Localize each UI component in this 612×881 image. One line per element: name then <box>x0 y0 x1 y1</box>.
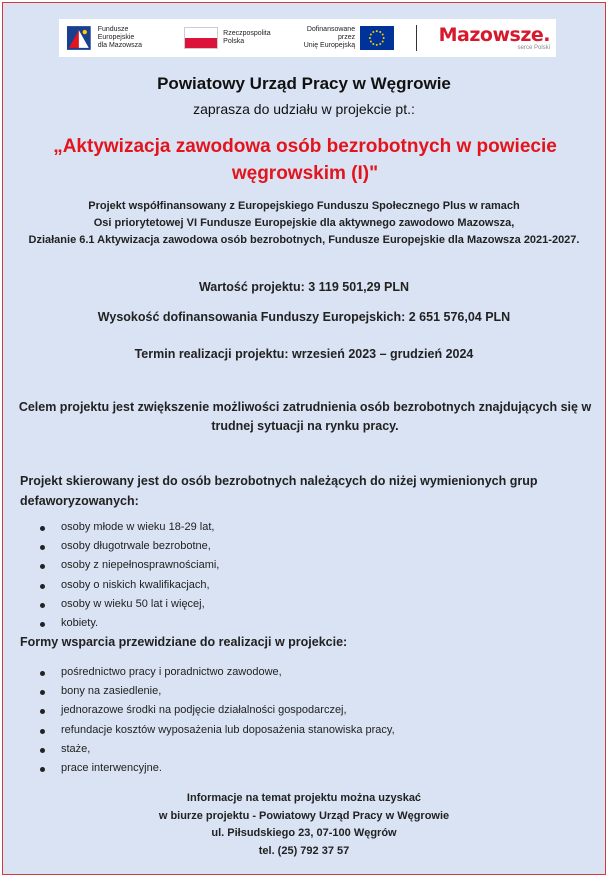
cofinancing-line1: Projekt współfinansowany z Europejskiego Funduszu Społecznego Plus w ramach <box>88 200 520 212</box>
list-item-text: staże, <box>61 742 91 755</box>
rp-text-line2: Polska <box>223 38 245 45</box>
list-item-text: kobiety. <box>61 616 99 629</box>
mazowsze-logo <box>439 25 550 52</box>
bullet-icon <box>40 526 45 531</box>
list-item <box>37 740 395 759</box>
invitation-text: zaprasza do udziału w projekcie pt.: <box>193 101 415 117</box>
rp-logo-text <box>223 30 270 46</box>
contact-line2: w biurze projektu - Powiatowy Urząd Pracy w Węgrowie <box>158 809 450 822</box>
list-item <box>37 595 219 614</box>
fe-logo-text <box>98 26 166 50</box>
list-item <box>37 663 395 682</box>
list-item <box>37 721 395 740</box>
bullet-icon <box>40 690 45 695</box>
list-item <box>37 518 219 537</box>
eu-text-line1: Dofinansowane przez <box>306 26 356 41</box>
list-item <box>37 556 219 575</box>
list-item-text: osoby młode w wieku 18-29 lat, <box>61 521 215 533</box>
bullet-icon <box>40 671 45 676</box>
cofinancing-info <box>3 198 605 249</box>
bullet-icon <box>40 584 45 589</box>
eu-text-line2: Unię Europejską <box>303 42 356 49</box>
logo-separator <box>416 25 417 51</box>
list-item-text: jednorazowe środki na podjęcie działalności gospodarczej, <box>61 704 347 717</box>
logo-bar <box>59 19 556 57</box>
support-forms-list <box>37 663 395 778</box>
list-item-text: bony na zasiedlenie, <box>61 685 162 698</box>
project-term: Termin realizacji projektu: wrzesień 2023 – grudzień 2024 <box>134 347 474 361</box>
list-item-text: osoby z niepełnosprawnościami, <box>61 559 220 572</box>
contact-line1: Informacje na temat projektu można uzyskać <box>186 792 422 804</box>
list-item-text: osoby długotrwale bezrobotne, <box>61 540 211 553</box>
support-forms-heading: Formy wsparcia przewidziane do realizacji w projekcie: <box>20 635 348 649</box>
rp-text-line1: Rzeczpospolita <box>223 30 271 37</box>
list-item <box>37 537 219 556</box>
cofinancing-line3: Działanie 6.1 Aktywizacja zawodowa osób bezrobotnych, Fundusze Europejskie dla Mazowsza 2021-2027. <box>28 234 580 246</box>
list-item-text: prace interwencyjne. <box>61 761 162 774</box>
list-item <box>37 614 219 633</box>
cofinancing-line2: Osi priorytetowej VI Fundusze Europejskie dla aktywnego zawodowo Mazowsza, <box>93 217 515 229</box>
target-group-list <box>37 518 219 633</box>
contact-info <box>3 790 605 860</box>
list-item <box>37 759 395 778</box>
mazowsze-subtitle: serce Polski <box>517 44 550 51</box>
list-item-text: osoby w wieku 50 lat i więcej, <box>61 597 205 610</box>
bullet-icon <box>40 729 45 734</box>
eu-logo <box>271 26 394 50</box>
eu-flag-icon <box>360 26 394 50</box>
list-item <box>37 682 395 701</box>
fe-logo <box>65 24 166 52</box>
project-goal: Celem projektu jest zwiększenie możliwości zatrudnienia osób bezrobotnych znajdujących się w trudnej sytuacji na rynku pracy. <box>18 400 592 433</box>
target-group-intro: Projekt skierowany jest do osób bezrobotnych należących do niżej wymienionych grup defaworyzowanych: <box>20 474 538 508</box>
bullet-icon <box>40 709 45 714</box>
contact-address: ul. Piłsudskiego 23, 07-100 Węgrów <box>211 827 397 839</box>
eu-logo-text <box>289 26 355 50</box>
mazowsze-name: Mazowsze. <box>438 23 550 46</box>
fe-text-line1: Fundusze Europejskie <box>97 26 135 41</box>
bullet-icon <box>40 545 45 550</box>
project-name: „Aktywizacja zawodowa osób bezrobotnych w powiecie węgrowskim (I)" <box>53 136 557 184</box>
polish-flag-icon <box>184 27 218 49</box>
list-item <box>37 576 219 595</box>
fe-text-line2: dla Mazowsza <box>97 42 143 49</box>
bullet-icon <box>40 767 45 772</box>
page-title: Powiatowy Urząd Pracy w Węgrowie <box>157 74 451 93</box>
bullet-icon <box>40 622 45 627</box>
list-item <box>37 701 395 720</box>
rp-logo <box>166 27 270 49</box>
list-item-text: pośrednictwo pracy i poradnictwo zawodowe, <box>61 666 282 678</box>
project-value: Wartość projektu: 3 119 501,29 PLN <box>198 280 410 294</box>
poster-page <box>2 2 606 875</box>
list-item-text: osoby o niskich kwalifikacjach, <box>61 578 210 591</box>
bullet-icon <box>40 603 45 608</box>
list-item-text: refundacje kosztów wyposażenia lub doposażenia stanowiska pracy, <box>61 723 395 736</box>
project-funding: Wysokość dofinansowania Funduszy Europejskich: 2 651 576,04 PLN <box>97 310 511 324</box>
bullet-icon <box>40 748 45 753</box>
bullet-icon <box>40 564 45 569</box>
fundusze-europejskie-icon <box>65 24 93 52</box>
contact-phone: tel. (25) 792 37 57 <box>258 844 350 857</box>
